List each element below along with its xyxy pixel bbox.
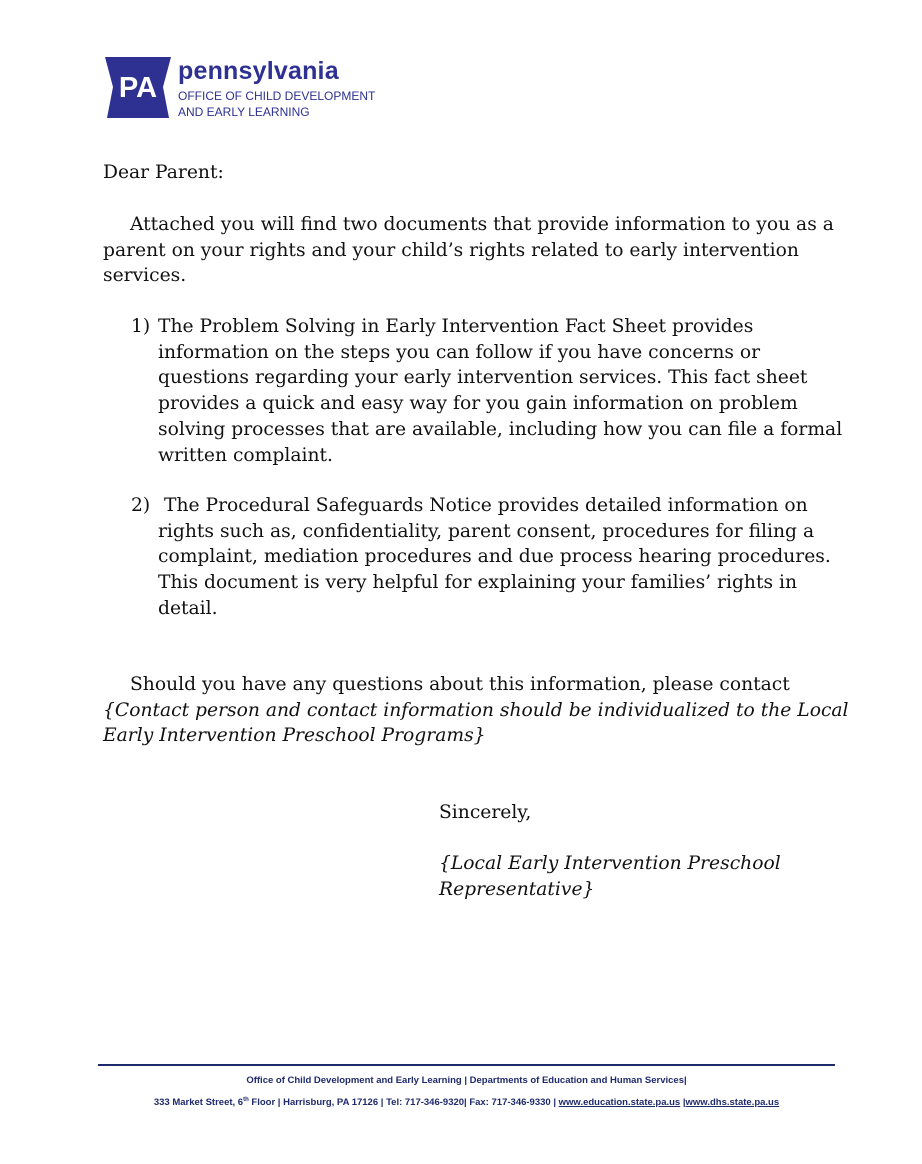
list-item-line: The Problem Solving in Early Intervention Fact Sheet provides <box>158 316 754 337</box>
intro-paragraph <box>103 212 863 289</box>
list-item-line: solving processes that are available, including how you can file a formal <box>158 418 843 440</box>
list-number: 2) <box>131 495 151 516</box>
footer-address-superscript: th <box>243 1097 249 1103</box>
footer-address-start: 333 Market Street, 6 <box>153 1097 244 1109</box>
list-item-line: The Procedural Safeguards Notice provides detailed information on <box>164 495 808 516</box>
logo-office-line1: OFFICE OF CHILD DEVELOPMENT <box>178 89 376 103</box>
logo-state-name: pennsylvania <box>178 57 339 85</box>
list-item-line: information on the steps you can follow if you have concerns or <box>158 341 761 363</box>
list-item-procedural-safeguards <box>131 493 851 622</box>
contact-placeholder-line: Early Intervention Preschool Programs} <box>103 725 486 747</box>
list-item-body <box>158 519 851 622</box>
list-item-line: provides a quick and easy way for you gain information on problem <box>158 393 798 415</box>
signature-block <box>439 851 859 902</box>
list-item-line: complaint, mediation procedures and due process hearing procedures. <box>158 546 831 568</box>
list-item-line: written complaint. <box>158 444 333 466</box>
contact-placeholder-line: {Contact person and contact information should be individualized to the Local <box>103 699 849 721</box>
footer-link-education[interactable]: www.education.state.pa.us <box>558 1097 681 1109</box>
intro-line: parent on your rights and your child’s rights related to early intervention <box>103 239 799 261</box>
footer-link-separator: | <box>680 1097 686 1109</box>
list-item-first-line-wrap <box>158 493 851 519</box>
signature-placeholder-line: Representative} <box>439 878 595 900</box>
signature-placeholder-line: {Local Early Intervention Preschool <box>439 853 781 874</box>
intro-line: services. <box>103 265 187 287</box>
closing: Sincerely, <box>439 802 532 823</box>
list-number: 1) <box>131 316 151 337</box>
logo-office-line2: AND EARLY LEARNING <box>178 105 310 119</box>
footer-divider <box>98 1064 835 1066</box>
list-item-problem-solving <box>131 314 851 468</box>
footer-address-rest: Floor | Harrisburg, PA 17126 | Tel: 717-346-9320| Fax: 717-346-9330 | <box>248 1097 559 1109</box>
list-item-body <box>158 314 851 468</box>
footer-link-dhs[interactable]: www.dhs.state.pa.us <box>685 1097 780 1109</box>
contact-paragraph <box>103 672 863 749</box>
list-item-line: rights such as, confidentiality, parent consent, procedures for filing a <box>158 520 815 542</box>
contact-line: Should you have any questions about this information, please contact <box>130 674 790 695</box>
salutation: Dear Parent: <box>103 162 224 183</box>
pa-ocdel-logo <box>105 54 405 124</box>
intro-line: Attached you will find two documents that provide information to you as a <box>130 214 834 235</box>
keystone-icon <box>105 54 171 120</box>
list-item-line: This document is very helpful for explaining your families’ rights in <box>158 572 798 594</box>
list-item-line: questions regarding your early intervention services. This fact sheet <box>158 367 808 389</box>
footer-office-line: Office of Child Development and Early Learning | Departments of Education and Human Services| <box>246 1075 687 1086</box>
keystone-badge-text: PA <box>118 72 158 104</box>
list-item-line: detail. <box>158 597 218 619</box>
footer-address-line <box>98 1097 835 1108</box>
